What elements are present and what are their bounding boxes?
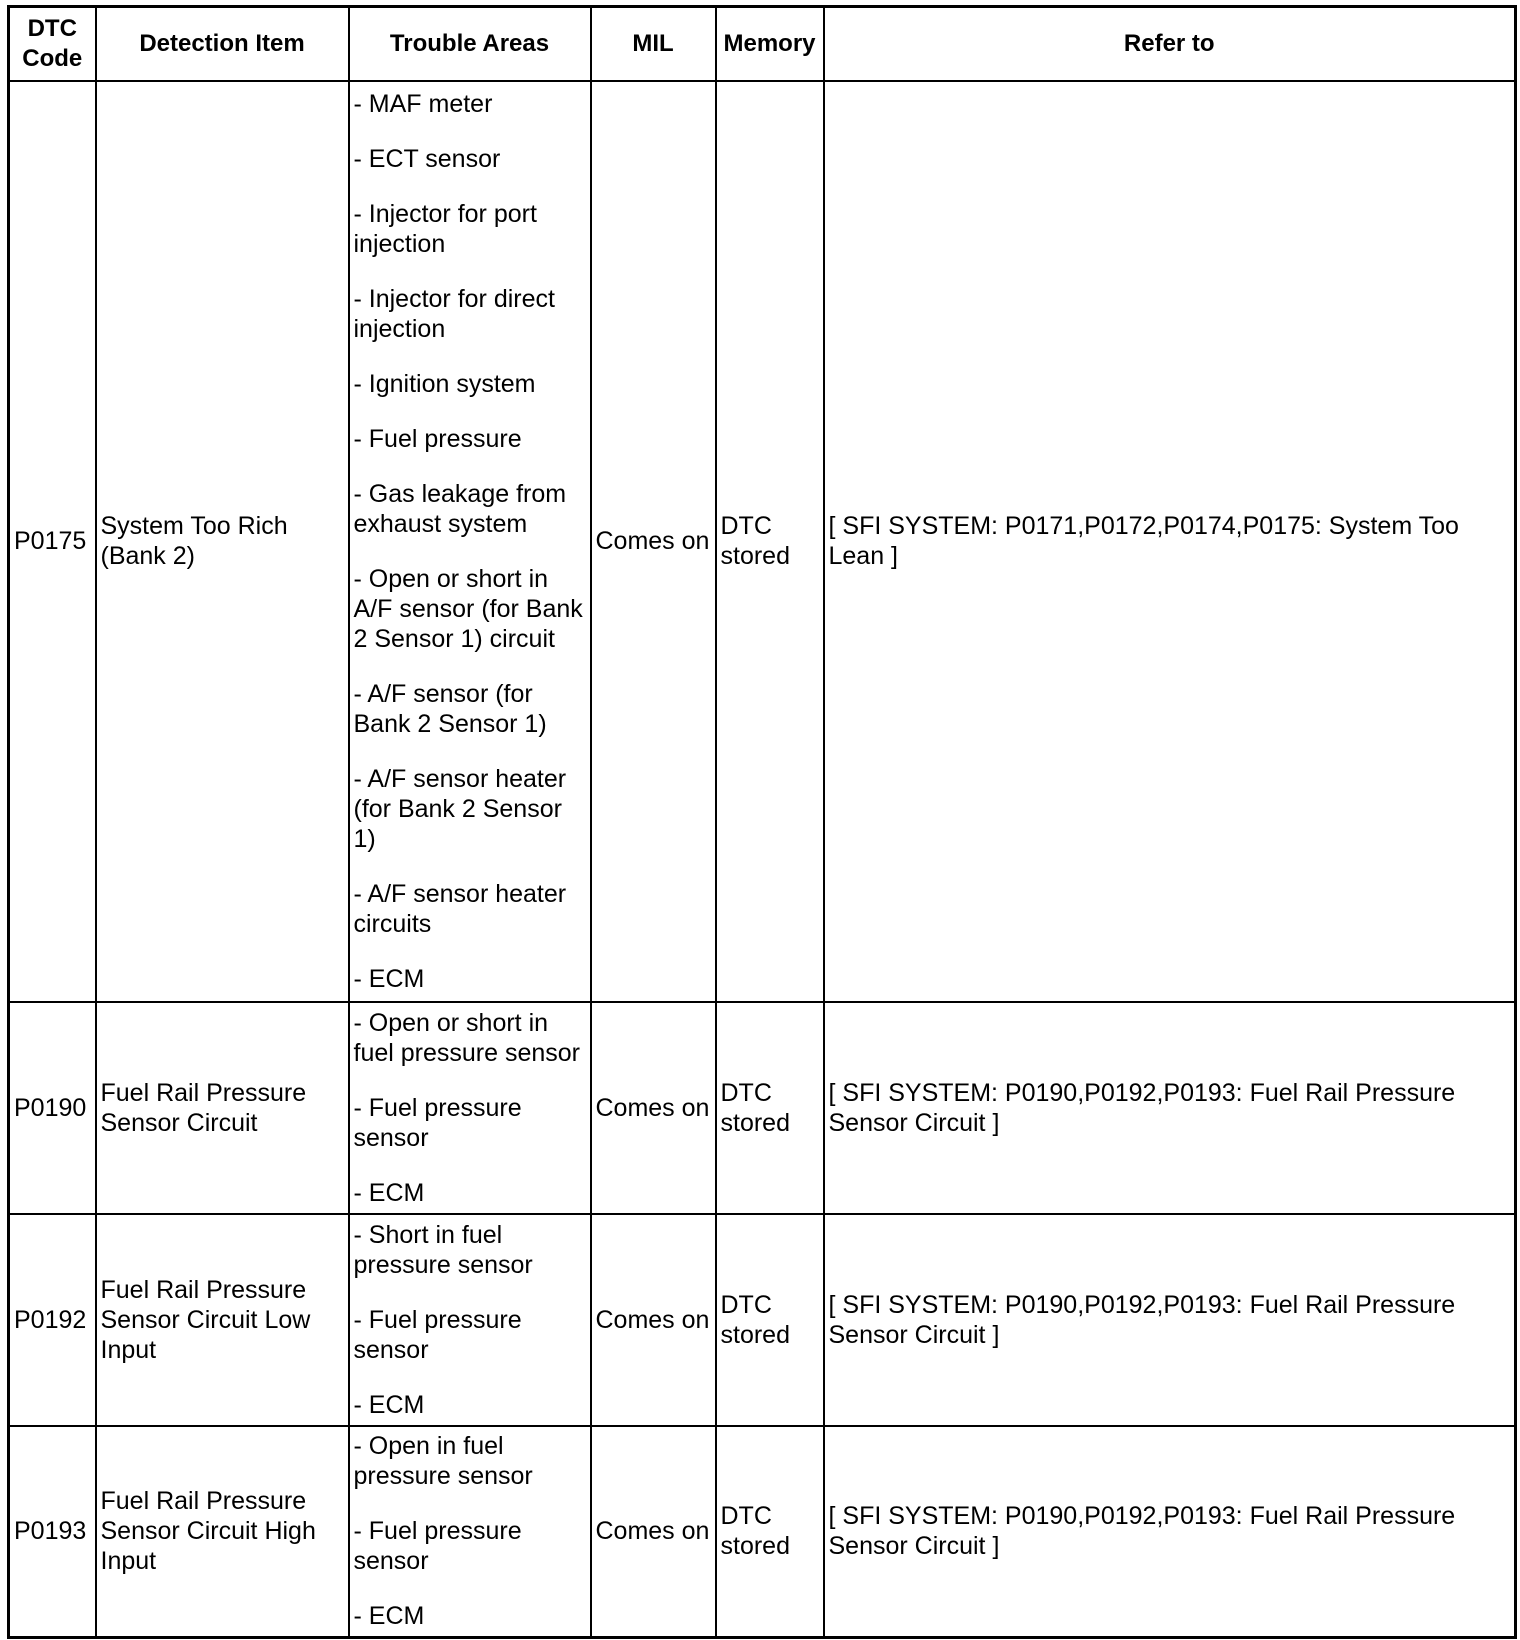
memory-cell: DTC stored — [716, 1426, 824, 1638]
refer-to-link[interactable]: [ SFI SYSTEM: P0190,P0192,P0193: Fuel Rail Pressure Sensor Circuit ] — [824, 1426, 1516, 1638]
refer-to-link[interactable]: [ SFI SYSTEM: P0190,P0192,P0193: Fuel Rail Pressure Sensor Circuit ] — [824, 1214, 1516, 1426]
header-trouble-areas: Trouble Areas — [349, 7, 591, 81]
trouble-area-item: - Ignition system — [353, 369, 536, 398]
header-refer-to: Refer to — [824, 7, 1516, 81]
trouble-area-item: - Fuel pressure sensor — [353, 1305, 522, 1364]
detection-item-cell: System Too Rich (Bank 2) — [96, 81, 349, 1002]
trouble-areas-cell — [349, 81, 591, 1002]
detection-item-cell: Fuel Rail Pressure Sensor Circuit — [96, 1002, 349, 1214]
header-dtc-code — [9, 7, 96, 81]
mil-cell: Comes on — [591, 1002, 716, 1214]
detection-item-cell: Fuel Rail Pressure Sensor Circuit Low Input — [96, 1214, 349, 1426]
mil-cell: Comes on — [591, 1426, 716, 1638]
header-dtc-code-line1: DTC — [27, 14, 77, 42]
trouble-area-item: - Injector for port injection — [353, 199, 537, 258]
dtc-code-cell: P0193 — [9, 1426, 96, 1638]
header-memory: Memory — [716, 7, 824, 81]
mil-cell: Comes on — [591, 81, 716, 1002]
refer-to-link[interactable]: [ SFI SYSTEM: P0190,P0192,P0193: Fuel Rail Pressure Sensor Circuit ] — [824, 1002, 1516, 1214]
table-row — [9, 1214, 1516, 1426]
trouble-area-item: - ECM — [353, 964, 425, 993]
dtc-code-cell: P0192 — [9, 1214, 96, 1426]
trouble-area-item: - Short in fuel pressure sensor — [353, 1220, 533, 1279]
trouble-area-item: - A/F sensor heater circuits — [353, 879, 567, 938]
trouble-area-item: - A/F sensor heater (for Bank 2 Sensor 1) — [353, 764, 567, 853]
dtc-code-cell: P0190 — [9, 1002, 96, 1214]
table-row — [9, 1002, 1516, 1214]
trouble-area-item: - Open in fuel pressure sensor — [353, 1432, 533, 1491]
trouble-area-item: - ECM — [353, 1178, 425, 1207]
memory-cell: DTC stored — [716, 81, 824, 1002]
table-row — [9, 1426, 1516, 1638]
header-dtc-code-line2: Code — [22, 44, 83, 72]
trouble-areas-cell — [349, 1426, 591, 1638]
trouble-area-item: - Fuel pressure — [353, 424, 522, 453]
trouble-area-item: - Gas leakage from exhaust system — [353, 479, 567, 538]
trouble-area-item: - ECT sensor — [353, 144, 501, 173]
trouble-area-item: - ECM — [353, 1390, 425, 1419]
trouble-area-item: - MAF meter — [353, 89, 493, 118]
table-header-row — [9, 7, 1516, 81]
memory-cell: DTC stored — [716, 1214, 824, 1426]
refer-to-link[interactable]: [ SFI SYSTEM: P0171,P0172,P0174,P0175: System Too Lean ] — [824, 81, 1516, 1002]
trouble-area-item: - A/F sensor (for Bank 2 Sensor 1) — [353, 679, 547, 738]
memory-cell: DTC stored — [716, 1002, 824, 1214]
dtc-table — [7, 5, 1517, 1639]
trouble-areas-cell — [349, 1002, 591, 1214]
header-mil: MIL — [591, 7, 716, 81]
trouble-areas-cell — [349, 1214, 591, 1426]
trouble-area-item: - Open or short in fuel pressure sensor — [353, 1008, 581, 1067]
header-detection-item: Detection Item — [96, 7, 349, 81]
trouble-area-item: - Injector for direct injection — [353, 284, 555, 343]
mil-cell: Comes on — [591, 1214, 716, 1426]
dtc-code-cell: P0175 — [9, 81, 96, 1002]
trouble-area-item: - Fuel pressure sensor — [353, 1093, 522, 1152]
table-row — [9, 81, 1516, 1002]
trouble-area-item: - Fuel pressure sensor — [353, 1517, 522, 1576]
detection-item-cell: Fuel Rail Pressure Sensor Circuit High Input — [96, 1426, 349, 1638]
trouble-area-item: - ECM — [353, 1602, 425, 1631]
trouble-area-item: - Open or short in A/F sensor (for Bank 2 Sensor 1) circuit — [353, 564, 583, 653]
